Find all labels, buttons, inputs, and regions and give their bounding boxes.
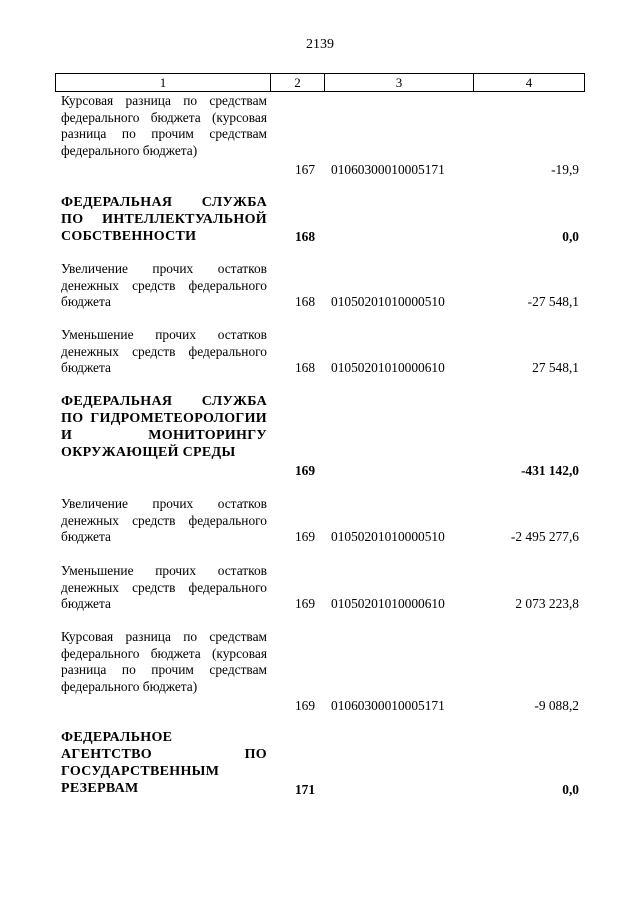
row-amount: -19,9 (551, 162, 579, 177)
row-description: ФЕДЕРАЛЬНАЯ СЛУЖБА ПО ИНТЕЛЛЕКТУАЛЬНОЙ СОБСТВЕННОСТИ (61, 195, 267, 244)
row-code: 171 (294, 782, 316, 797)
row-description: Уменьшение прочих остатков денежных средств федерального бюджета (61, 563, 267, 611)
row-code: 167 (294, 162, 316, 177)
row-description: Уменьшение прочих остатков денежных средств федерального бюджета (61, 327, 267, 375)
row-code: 169 (294, 698, 316, 713)
table-row (55, 496, 585, 548)
column-header-3: 3 (325, 74, 474, 92)
row-code: 169 (294, 529, 316, 544)
row-description: Увеличение прочих остатков денежных средств федерального бюджета (61, 261, 267, 309)
row-amount: 0,0 (562, 229, 579, 244)
table-row (55, 327, 585, 379)
table-row (55, 629, 585, 719)
row-kbk: 01050201010000610 (331, 596, 445, 611)
row-kbk: 01050201010000610 (331, 360, 445, 375)
row-description: ФЕДЕРАЛЬНОЕ АГЕНТСТВО ПО ГОСУДАРСТВЕННЫМ РЕЗЕРВАМ (61, 730, 267, 796)
row-code: 169 (294, 596, 316, 611)
row-amount: -431 142,0 (520, 463, 579, 478)
column-header-1: 1 (56, 74, 271, 92)
row-kbk: 01060300010005171 (331, 162, 445, 177)
row-amount: 0,0 (562, 782, 579, 797)
row-amount: -27 548,1 (527, 294, 579, 309)
row-description: Курсовая разница по средствам федерального бюджета (курсовая разница по прочим средствам федерального бюджета) (61, 93, 267, 158)
row-amount: -9 088,2 (534, 698, 579, 713)
row-code: 168 (294, 229, 316, 244)
row-description: ФЕДЕРАЛЬНАЯ СЛУЖБА ПО ГИДРОМЕТЕОРОЛОГИИ И МОНИТОРИНГУ ОКРУЖАЮЩЕЙ СРЕДЫ (61, 394, 267, 460)
row-code: 168 (294, 360, 316, 375)
row-amount: 2 073 223,8 (515, 596, 579, 611)
row-description: Курсовая разница по средствам федерального бюджета (курсовая разница по прочим средствам федерального бюджета) (61, 629, 267, 694)
table-row (55, 563, 585, 615)
column-header-table (55, 73, 585, 92)
row-description: Увеличение прочих остатков денежных средств федерального бюджета (61, 496, 267, 544)
table-row (55, 93, 585, 183)
row-code: 169 (294, 463, 316, 478)
row-kbk: 01050201010000510 (331, 529, 445, 544)
column-header-2: 2 (271, 74, 325, 92)
row-kbk: 01050201010000510 (331, 294, 445, 309)
column-header-4: 4 (474, 74, 585, 92)
row-code: 168 (294, 294, 316, 309)
row-amount: -2 495 277,6 (510, 529, 579, 544)
table-row (55, 393, 585, 481)
row-amount: 27 548,1 (532, 360, 579, 375)
table-row (55, 729, 585, 801)
table-row (55, 261, 585, 313)
table-row (55, 194, 585, 248)
row-kbk: 01060300010005171 (331, 698, 445, 713)
page-number: 2139 (306, 37, 334, 52)
